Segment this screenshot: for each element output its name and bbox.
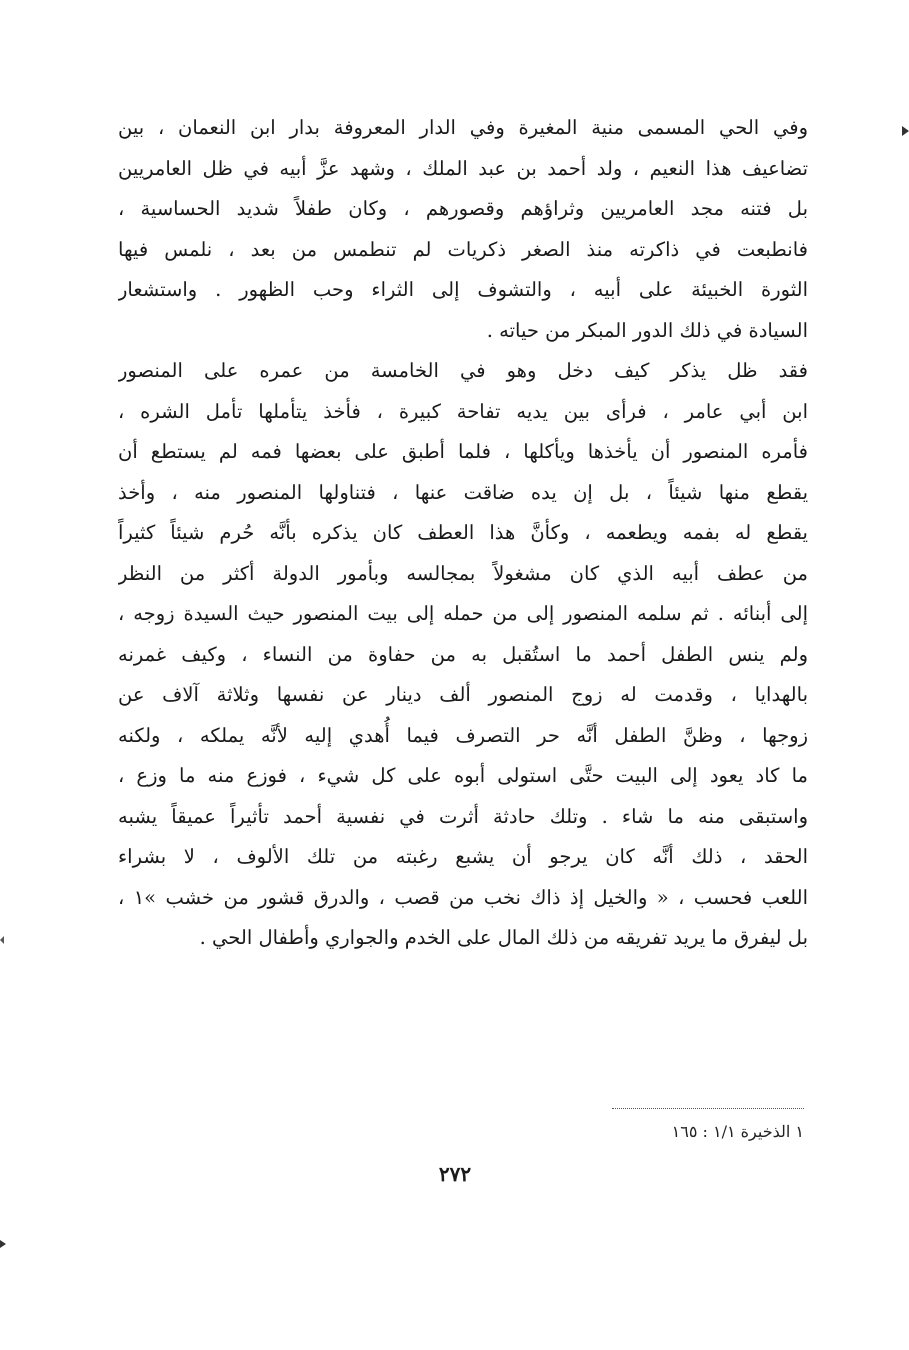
text-line: من عطف أبيه الذي كان مشغولاً بمجالسه وبأمور الدولة أكثر من النظر [118,561,808,585]
text-line: ولم ينس الطفل أحمد ما استُقبل به من حفاوة من النساء ، وكيف غمرنه [118,642,808,666]
text-line: اللعب فحسب ، « والخيل إذ ذاك نخب من قصب ، والدرق قشور من خشب »١ ، [118,885,808,909]
text-line: وفي الحي المسمى منية المغيرة وفي الدار المعروفة بدار ابن النعمان ، بين [118,116,808,139]
text-line: الحقد ، ذلك أنَّه كان يرجو أن يشبع رغبته من تلك الألوف ، لا بشراء [118,845,808,868]
text-line: تضاعيف هذا النعيم ، ولد أحمد بن عبد الملك ، وشهد عزَّ أبيه في ظل العامريين [118,156,808,180]
text-line: يقطع منها شيئاً ، بل إن يده ضاقت عنها ، فتناولها المنصور منه ، وأخذ [118,480,808,504]
text-line: إلى أبنائه . ثم سلمه المنصور إلى من حمله إلى بيت المنصور حيث السيدة زوجه ، [118,602,808,625]
text-line: الثورة الخبيئة على أبيه ، والتشوف إلى الثراء وحب الظهور . واستشعار [118,278,808,301]
paragraph-2 [118,351,808,959]
text-line: ابن أبي عامر ، فرأى بين يديه تفاحة كبيرة ، فأخذ يتأملها تأمل الشره ، [118,399,808,423]
footnote: ١ الذخيرة ١/١ : ١٦٥ [671,1122,804,1141]
text-line: يقطع له بفمه ويطعمه ، وكأنَّ هذا العطف كان يذكره بأنَّه حُرم شيئاً كثيراً [118,521,808,544]
scan-edge-mark [0,1240,6,1248]
scan-edge-mark [0,936,4,944]
text-line: بالهدايا ، وقدمت له زوج المنصور ألف دينار عن نفسها وثلاثة آلاف عن [118,683,808,706]
paragraph-1 [118,108,808,351]
text-line: بل فتنه مجد العامريين وثراؤهم وقصورهم ، وكان طفلاً شديد الحساسية ، [118,197,808,220]
main-text [118,108,808,959]
text-line: السيادة في ذلك الدور المبكر من حياته . [486,318,808,342]
text-line: زوجها ، وظنَّ الطفل أنَّه حر التصرف فيما أُهدي إليه لأنَّه يملكه ، ولكنه [118,723,808,747]
text-line: فانطبعت في ذاكرته منذ الصغر ذكريات لم تنطمس من بعد ، نلمس فيها [118,237,808,261]
text-line: فقد ظل يذكر كيف دخل وهو في الخامسة من عمره على المنصور [118,359,808,382]
text-line: بل ليفرق ما يريد تفريقه من ذلك المال على الخدم والجواري وأطفال الحي . [199,926,808,949]
footnote-separator [612,1108,804,1109]
text-line: واستبقى منه ما شاء . وتلك حادثة أثرت في نفسية أحمد تأثيراً عميقاً يشبه [118,804,808,828]
scan-edge-mark [902,126,909,136]
text-line: ما كاد يعود إلى البيت حتَّى استولى أبوه على كل شيء ، فوزع منه ما وزع ، [118,764,808,787]
page-number: ٢٧٢ [438,1162,472,1186]
text-line: فأمره المنصور أن يأخذها ويأكلها ، فلما أطبق على بعضها فمه لم يستطع أن [118,440,808,463]
